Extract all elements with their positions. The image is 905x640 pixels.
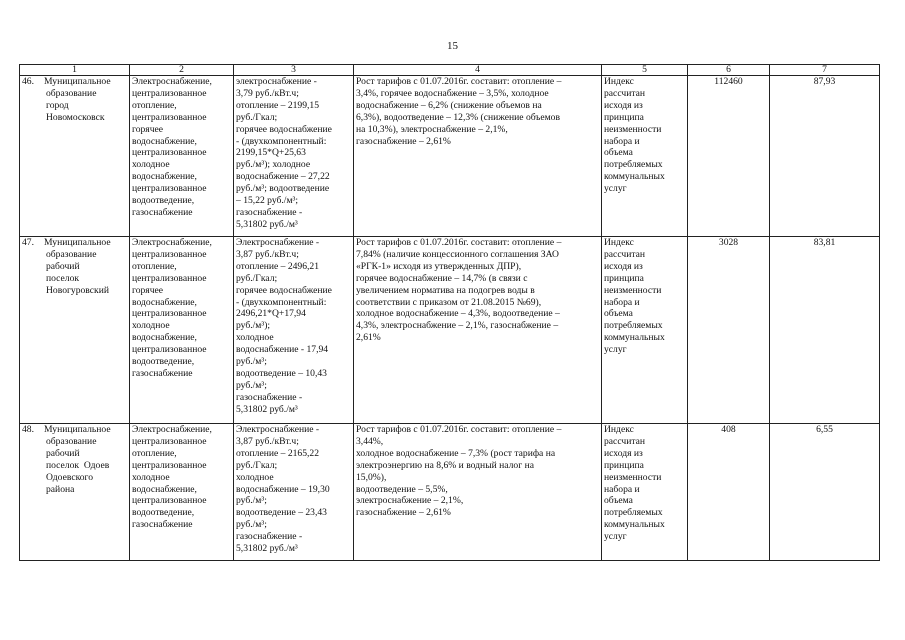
cell-line: газоснабжение — [132, 519, 193, 531]
cell-line: централизованное — [132, 272, 207, 284]
municipality-name: Муниципальное — [44, 424, 111, 435]
cell-line: холодное — [132, 159, 170, 171]
cell-growth-description — [354, 424, 602, 561]
cell-line: централизованное — [132, 147, 207, 159]
cell-line: отопление – 2496,21 — [236, 260, 320, 272]
cell-line: Рост тарифов с 01.07.2016г. составит: отопление – — [356, 76, 562, 87]
cell-line: объема — [604, 147, 633, 159]
cell-line: газоснабжение — [132, 367, 193, 379]
cell-line: газоснабжение - — [236, 206, 303, 218]
cell-line: принципа — [604, 111, 644, 123]
cell-line: Рост тарифов с 01.07.2016г. составит: отопление – — [356, 237, 562, 248]
cell-line: водоснабжение, — [132, 296, 197, 308]
cell-tariffs — [234, 76, 354, 237]
cell-line: холодное — [236, 471, 274, 483]
cell-line: 3,4%, горячее водоснабжение – 3,5%, холодное — [356, 87, 549, 99]
cell-line: набора и — [604, 483, 640, 495]
cell-tariffs — [234, 237, 354, 424]
cell-line: 7,84% (наличие концессионного соглашения ЗАО — [356, 248, 559, 260]
cell-line: Электроснабжение - — [236, 237, 320, 248]
table-row — [20, 424, 880, 561]
cell-line: централизованное — [132, 87, 207, 99]
cell-line: 6,3%), водоотведение – 12,3% (снижение объемов — [356, 111, 561, 123]
cell-line: рабочий — [46, 447, 80, 459]
cell-line: водоотведение – 23,43 — [236, 507, 327, 519]
cell-line: горячее — [132, 123, 164, 135]
cell-line: услуг — [604, 183, 627, 195]
cell-line: водоснабжение – 27,22 — [236, 171, 330, 183]
column-header-3: 3 — [234, 65, 354, 76]
cell-line: неизменности — [604, 123, 662, 135]
cell-line: газоснабжение – 2,61% — [356, 507, 451, 519]
column-header-2: 2 — [130, 65, 234, 76]
cell-line: набора и — [604, 296, 640, 308]
cell-line: 5,31802 руб./м³ — [236, 403, 298, 415]
cell-line: руб./м³; — [236, 495, 267, 507]
cell-population: 3028 — [688, 237, 770, 424]
cell-line: руб./Гкал; — [236, 272, 278, 284]
table-row — [20, 237, 880, 424]
cell-line: рассчитан — [604, 435, 646, 447]
cell-line: - (двухкомпонентный: — [236, 135, 327, 147]
cell-line: Новомосковск — [46, 111, 105, 123]
cell-line: образование — [46, 248, 97, 260]
cell-line: газоснабжение - — [236, 391, 303, 403]
cell-line: объема — [604, 308, 633, 320]
cell-line: 15,0%), — [356, 471, 387, 483]
cell-line: централизованное — [132, 308, 207, 320]
cell-line: образование — [46, 435, 97, 447]
municipality-name: Муниципальное — [44, 237, 111, 248]
cell-line: горячее — [132, 284, 164, 296]
cell-line: водоснабжение - 17,94 — [236, 344, 329, 356]
cell-line: водоотведение, — [132, 195, 195, 207]
cell-municipality — [20, 424, 130, 561]
cell-line: газоснабжение — [132, 206, 193, 218]
cell-line: централизованное — [132, 344, 207, 356]
cell-line: - (двухкомпонентный: — [236, 296, 327, 308]
cell-line: отопление, — [132, 260, 177, 272]
cell-line: Одоевского — [46, 471, 94, 483]
cell-line: водоснабжение – 6,2% (снижение объемов на — [356, 99, 542, 111]
municipality-name: Муниципальное — [44, 76, 111, 87]
cell-line: водоотведение, — [132, 507, 195, 519]
cell-line: рассчитан — [604, 87, 646, 99]
cell-line: 2199,15*Q+25,63 — [236, 147, 306, 159]
cell-municipality — [20, 237, 130, 424]
cell-line: неизменности — [604, 284, 662, 296]
cell-line: увеличением норматива на подогрев воды в — [356, 284, 535, 296]
cell-line: холодное — [132, 320, 170, 332]
cell-line: централизованное — [132, 495, 207, 507]
cell-line — [22, 76, 127, 88]
cell-line: руб./Гкал; — [236, 111, 278, 123]
cell-line: электроснабжение - — [236, 76, 317, 87]
cell-line: отопление – 2199,15 — [236, 99, 320, 111]
cell-line: водоснабжение, — [132, 171, 197, 183]
cell-line: холодное — [132, 471, 170, 483]
row-number: 47. — [22, 237, 34, 248]
row-number: 48. — [22, 424, 34, 435]
cell-line: централизованное — [132, 111, 207, 123]
cell-growth-description — [354, 76, 602, 237]
cell-line: неизменности — [604, 471, 662, 483]
cell-line: потребляемых — [604, 159, 663, 171]
cell-line: горячее водоснабжение – 14,7% (в связи с — [356, 272, 528, 284]
cell-line: руб./м³; — [236, 379, 267, 391]
cell-line: холодное — [236, 332, 274, 344]
cell-line: холодное водоснабжение – 7,3% (рост тарифа на — [356, 447, 556, 459]
cell-line: Индекс — [604, 424, 634, 435]
cell-growth-description — [354, 237, 602, 424]
cell-line: исходя из — [604, 260, 643, 272]
cell-line: Электроснабжение, — [132, 76, 212, 87]
cell-line: услуг — [604, 344, 627, 356]
cell-line: централизованное — [132, 248, 207, 260]
cell-line: 5,31802 руб./м³ — [236, 543, 298, 555]
cell-services — [130, 424, 234, 561]
cell-line: – 15,22 руб./м³; — [236, 195, 299, 207]
cell-value: 87,93 — [770, 76, 880, 237]
cell-line: исходя из — [604, 447, 643, 459]
cell-line: рабочий — [46, 260, 80, 272]
cell-services — [130, 76, 234, 237]
cell-line: 4,3%, электроснабжение – 2,1%, газоснабжение – — [356, 320, 559, 332]
column-header-4: 4 — [354, 65, 602, 76]
cell-line: соответствии с приказом от 21.08.2015 №69), — [356, 296, 542, 308]
table-row — [20, 76, 880, 237]
cell-line: Электроснабжение, — [132, 237, 212, 248]
cell-line: водоснабжение, — [132, 135, 197, 147]
column-header-6: 6 — [688, 65, 770, 76]
cell-line: принципа — [604, 459, 644, 471]
cell-line: водоснабжение, — [132, 483, 197, 495]
cell-line — [22, 237, 127, 249]
cell-line: Индекс — [604, 237, 634, 248]
row-number: 46. — [22, 76, 34, 87]
cell-line: руб./м³); холодное — [236, 159, 311, 171]
cell-line: на 10,3%), электроснабжение – 2,1%, — [356, 123, 508, 135]
cell-line: 2496,21*Q+17,94 — [236, 308, 306, 320]
cell-line: руб./м³; водоотведение — [236, 183, 330, 195]
cell-line: 5,31802 руб./м³ — [236, 218, 298, 230]
cell-index-note — [602, 424, 688, 561]
cell-line: руб./м³); — [236, 320, 271, 332]
cell-line: 3,79 руб./кВт.ч; — [236, 87, 299, 99]
cell-line: газоснабжение – 2,61% — [356, 135, 451, 147]
cell-line: электроэнергию на 8,6% и водный налог на — [356, 459, 534, 471]
cell-line: руб./Гкал; — [236, 459, 278, 471]
cell-line: холодное водоснабжение – 4,3%, водоотведение – — [356, 308, 560, 320]
tariff-table — [19, 64, 880, 561]
cell-line: исходя из — [604, 99, 643, 111]
cell-line: отопление, — [132, 447, 177, 459]
page-number: 15 — [447, 40, 458, 52]
cell-line: 3,87 руб./кВт.ч; — [236, 248, 299, 260]
cell-line: потребляемых — [604, 507, 663, 519]
cell-line: 3,87 руб./кВт.ч; — [236, 435, 299, 447]
cell-line: газоснабжение - — [236, 531, 303, 543]
cell-value: 6,55 — [770, 424, 880, 561]
cell-line: централизованное — [132, 183, 207, 195]
cell-line: Рост тарифов с 01.07.2016г. составит: отопление – — [356, 424, 562, 435]
header-row — [20, 65, 880, 76]
cell-line: водоотведение, — [132, 356, 195, 368]
cell-line: рассчитан — [604, 248, 646, 260]
cell-line: образование — [46, 87, 97, 99]
cell-line: потребляемых — [604, 320, 663, 332]
cell-line: Индекс — [604, 76, 634, 87]
cell-line: набора и — [604, 135, 640, 147]
cell-line: водоснабжение – 19,30 — [236, 483, 330, 495]
cell-line: отопление – 2165,22 — [236, 447, 320, 459]
cell-line — [22, 424, 127, 436]
cell-index-note — [602, 76, 688, 237]
cell-line: руб./м³; — [236, 356, 267, 368]
cell-population: 112460 — [688, 76, 770, 237]
cell-services — [130, 237, 234, 424]
cell-line: Электроснабжение, — [132, 424, 212, 435]
cell-line: Электроснабжение - — [236, 424, 320, 435]
cell-index-note — [602, 237, 688, 424]
cell-line: 2,61% — [356, 332, 381, 344]
cell-line: централизованное — [132, 459, 207, 471]
cell-line: района — [46, 483, 75, 495]
cell-tariffs — [234, 424, 354, 561]
cell-value: 83,81 — [770, 237, 880, 424]
cell-line: электроснабжение – 2,1%, — [356, 495, 464, 507]
cell-line: коммунальных — [604, 519, 665, 531]
cell-municipality — [20, 76, 130, 237]
cell-line: водоснабжение, — [132, 332, 197, 344]
cell-line: поселок — [46, 272, 80, 284]
cell-line: услуг — [604, 531, 627, 543]
cell-line: объема — [604, 495, 633, 507]
cell-line: руб./м³; — [236, 519, 267, 531]
cell-line: коммунальных — [604, 171, 665, 183]
cell-population: 408 — [688, 424, 770, 561]
cell-line: горячее водоснабжение — [236, 123, 332, 135]
column-header-5: 5 — [602, 65, 688, 76]
cell-line: «РГК-1» исходя из утвержденных ДПР), — [356, 260, 522, 272]
cell-line: горячее водоснабжение — [236, 284, 332, 296]
cell-line: водоотведение – 10,43 — [236, 367, 327, 379]
cell-line: коммунальных — [604, 332, 665, 344]
cell-line: централизованное — [132, 435, 207, 447]
cell-line: водоотведение – 5,5%, — [356, 483, 448, 495]
cell-line: Новогуровский — [46, 284, 109, 296]
column-header-7: 7 — [770, 65, 880, 76]
cell-line: город — [46, 99, 69, 111]
cell-line: поселок Одоев — [46, 459, 110, 471]
cell-line: принципа — [604, 272, 644, 284]
column-header-1: 1 — [20, 65, 130, 76]
cell-line: 3,44%, — [356, 435, 384, 447]
cell-line: отопление, — [132, 99, 177, 111]
